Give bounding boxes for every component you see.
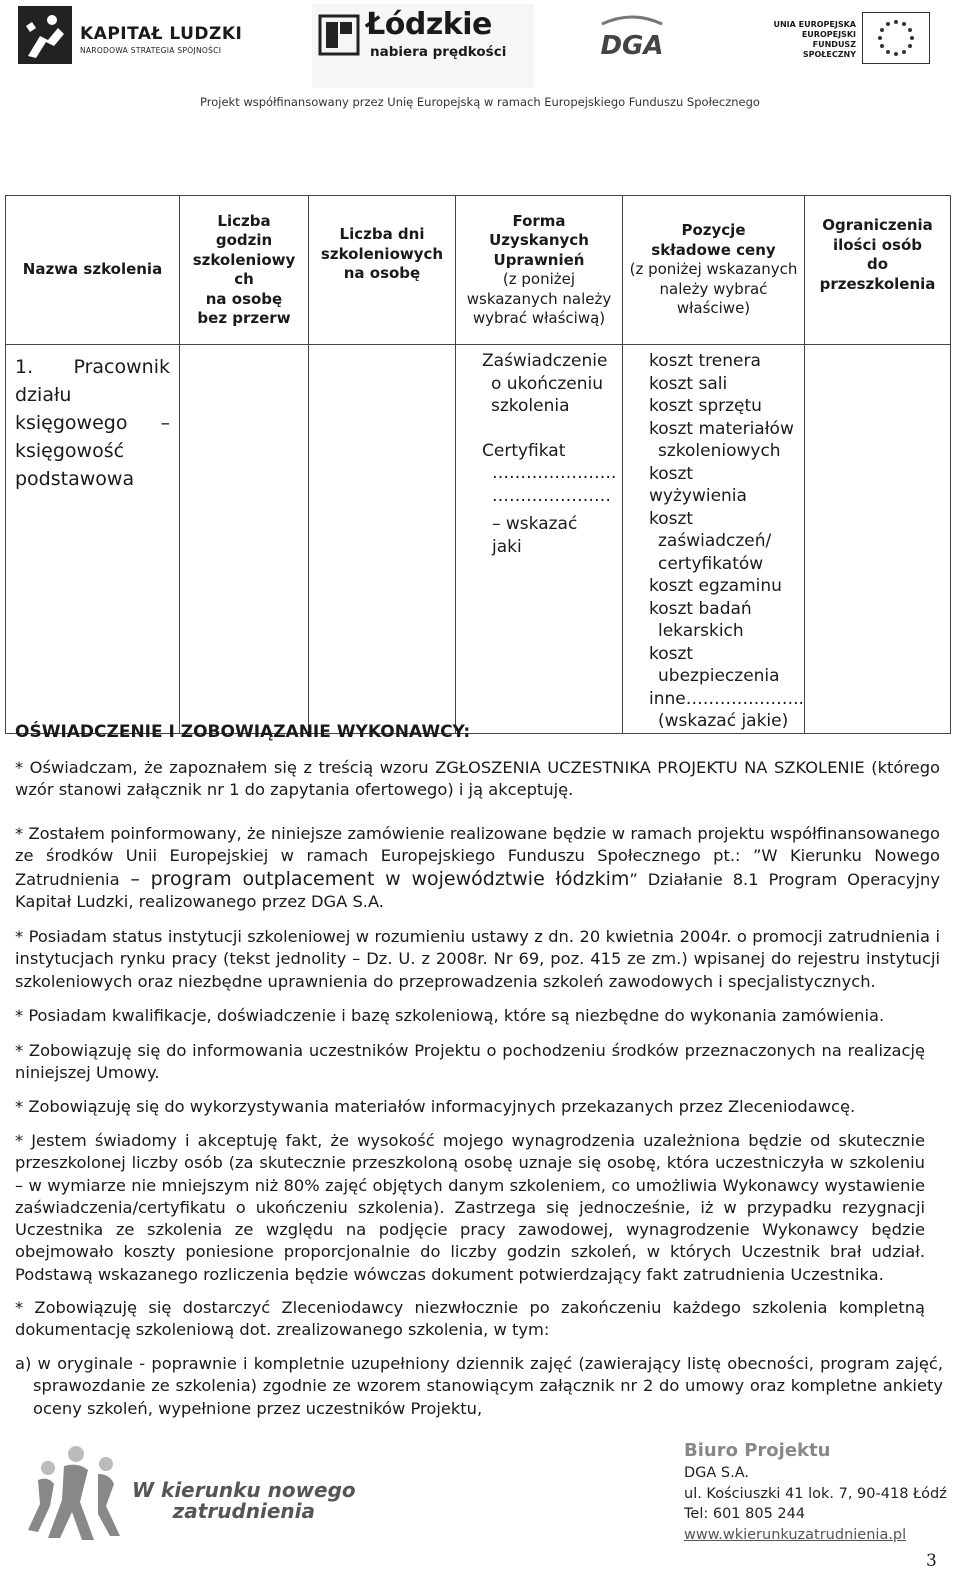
table-row (6, 345, 951, 734)
office-address: ul. Kościuszki 41 lok. 7, 90-418 Łódź (684, 1486, 947, 1502)
cofinance-note: Projekt współfinansowany przez Unię Europejską w ramach Europejskiego Funduszu Społecznego (200, 95, 760, 109)
lodzkie-title: Łódzkie (366, 7, 492, 42)
table-header-row (6, 196, 951, 345)
page-header (0, 0, 960, 120)
eu-line1: UNIA EUROPEJSKA (773, 20, 856, 29)
office-phone: Tel: 601 805 244 (684, 1506, 806, 1522)
statement-paragraph-9: a) w oryginale - poprawnie i kompletnie uzupełniony dziennik zajęć (zawierający listę obecności, program zajęć, sprawozdanie ze szkolenia) zgodnie ze wzorem stanowiącym załącznik nr 2 do umowy oraz kompletne ankiety oceny szkoleń, wypełnione przez uczestników Projektu, (15, 1354, 943, 1418)
kapital-ludzki-title: KAPITAŁ LUDZKI (80, 24, 243, 44)
header-participant-limit: Ograniczenia ilości osób do przeszkolenia (805, 196, 951, 345)
cell-training-name: 1. Pracownik działu księgowego – księgowość podstawowa (6, 345, 180, 734)
statement-paragraph-8: * Zobowiązuję się dostarczyć Zleceniodawcy niezwłocznie po zakończeniu każdego szkolenia kompletną dokumentację szkoleniową dot. zrealizowanego szkolenia, w tym: (15, 1298, 925, 1340)
statement-paragraph-6: * Zobowiązuję się do wykorzystywania materiałów informacyjnych przekazanych przez Zleceniodawcę. (15, 1097, 856, 1116)
cell-cost-components[interactable]: koszt trenera koszt sali koszt sprzętu koszt materiałów szkoleniowych koszt wyżywienia koszt zaświadczeń/ certyfikatów koszt egzaminu koszt badań lekarskich koszt ubezpieczenia inne………….…….. (wskazać jakie) (623, 345, 805, 734)
cell-participant-limit[interactable] (805, 345, 951, 734)
eu-flag-icon (862, 12, 930, 64)
eu-label (766, 20, 856, 60)
office-website-link[interactable]: www.wkierunkuzatrudnienia.pl (684, 1527, 907, 1543)
project-title: W kierunku nowego zatrudnienia (132, 1478, 356, 1523)
kapital-ludzki-subtitle: NARODOWA STRATEGIA SPÓJNOŚCI (80, 46, 222, 55)
statement-paragraph-1: * Oświadczam, że zapoznałem się z treścią wzoru ZGŁOSZENIA UCZESTNIKA PROJEKTU NA SZKOLENIE (którego wzór stanowi załącznik nr 1 do zapytania ofertowego) i ją akceptuję. (15, 758, 940, 800)
header-days: Liczba dni szkoleniowych na osobę (309, 196, 456, 345)
cell-days[interactable] (309, 345, 456, 734)
project-logo-icon (18, 1440, 138, 1550)
statement-paragraph-4: * Posiadam kwalifikacje, doświadczenie i bazę szkoleniową, które są niezbędne do wykonania zamówienia. (15, 1006, 885, 1025)
eu-line2: EUROPEJSKI (801, 30, 856, 39)
eu-line3: FUNDUSZ SPOŁECZNY (802, 40, 856, 59)
statement-heading: OŚWIADCZENIE I ZOBOWIĄZANIE WYKONAWCY: (15, 722, 471, 742)
dga-logo-text: DGA (600, 31, 664, 61)
header-cost-components: Pozycje składowe ceny (z poniżej wskazanych należy wybrać właściwe) (623, 196, 805, 345)
lodzkie-emblem-icon (318, 14, 360, 56)
statement-paragraph-2: * Zostałem poinformowany, że niniejsze zamówienie realizowane będzie w ramach projektu współfinansowanego ze środków Unii Europejskiej w ramach Europejskiego Funduszu Społecznego pt.: ”W Kierunku Nowego Zatrudnienia – program outplacement w województwie łódzkim” Działanie 8.1 Program Operacyjny Kapitał Ludzki, realizowanego przez DGA S.A. (15, 824, 940, 911)
statement-paragraph-7: * Jestem świadomy i akceptuję fakt, że wysokość mojego wynagrodzenia uzależniona będzie od skutecznie przeszkolonej liczby osób (za skutecznie przeszkoloną osobę uznaje się osobę, która uczestniczyła w szkoleniu – w wymiarze nie mniejszym niż 80% zajęć objętych danym szkoleniem, co umożliwia Wykonawcy wystawienie zaświadczenia/certyfikatu o ukończeniu szkolenia). Zastrzega się jednocześnie, iż w przypadku rezygnacji Uczestnika ze szkolenia ze względu na podjęcie pracy zawodowej, wynagrodzenie Wykonawcy będzie obejmowało koszty poniesione proporcjonalnie do liczby godzin szkoleń, w których Uczestnik brał udział. Podstawą wskazanego rozliczenia będzie wówczas dokument potwierdzający fakt zatrudnienia Uczestnika. (15, 1131, 925, 1284)
header-training-name: Nazwa szkolenia (6, 196, 180, 345)
statement-paragraph-5: * Zobowiązuję się do informowania uczestników Projektu o pochodzeniu środków przeznaczonych na realizację niniejszej Umowy. (15, 1041, 925, 1083)
kapital-ludzki-logo-icon (18, 6, 72, 64)
office-title: Biuro Projektu (684, 1440, 831, 1461)
dga-logo-icon (596, 14, 668, 66)
lodzkie-subtitle: nabiera prędkości (370, 44, 507, 60)
page-number: 3 (926, 1551, 937, 1571)
cell-hours[interactable] (180, 345, 309, 734)
training-table (5, 195, 951, 734)
header-hours: Liczba godzin szkoleniowy ch na osobę bez przerw (180, 196, 309, 345)
statement-paragraph-3: * Posiadam status instytucji szkoleniowej w rozumieniu ustawy z dn. 20 kwietnia 2004r. o promocji zatrudnienia i instytucjach rynku pracy (tekst jednolity – Dz. U. z 2008r. Nr 69, poz. 415 ze zm.) wpisanej do rejestru instytucji szkoleniowych oraz niezbędne uprawnienia do przeprowadzenia szkoleń zawodowych i specjalistycznych. (15, 927, 940, 991)
office-company: DGA S.A. (684, 1465, 750, 1481)
cell-qualification-form[interactable]: Zaświadczenie o ukończeniu szkolenia Certyfikat …………………. ………………… – wskazać jaki (456, 345, 623, 734)
header-qualification-form: Forma Uzyskanych Uprawnień (z poniżej wskazanych należy wybrać właściwą) (456, 196, 623, 345)
